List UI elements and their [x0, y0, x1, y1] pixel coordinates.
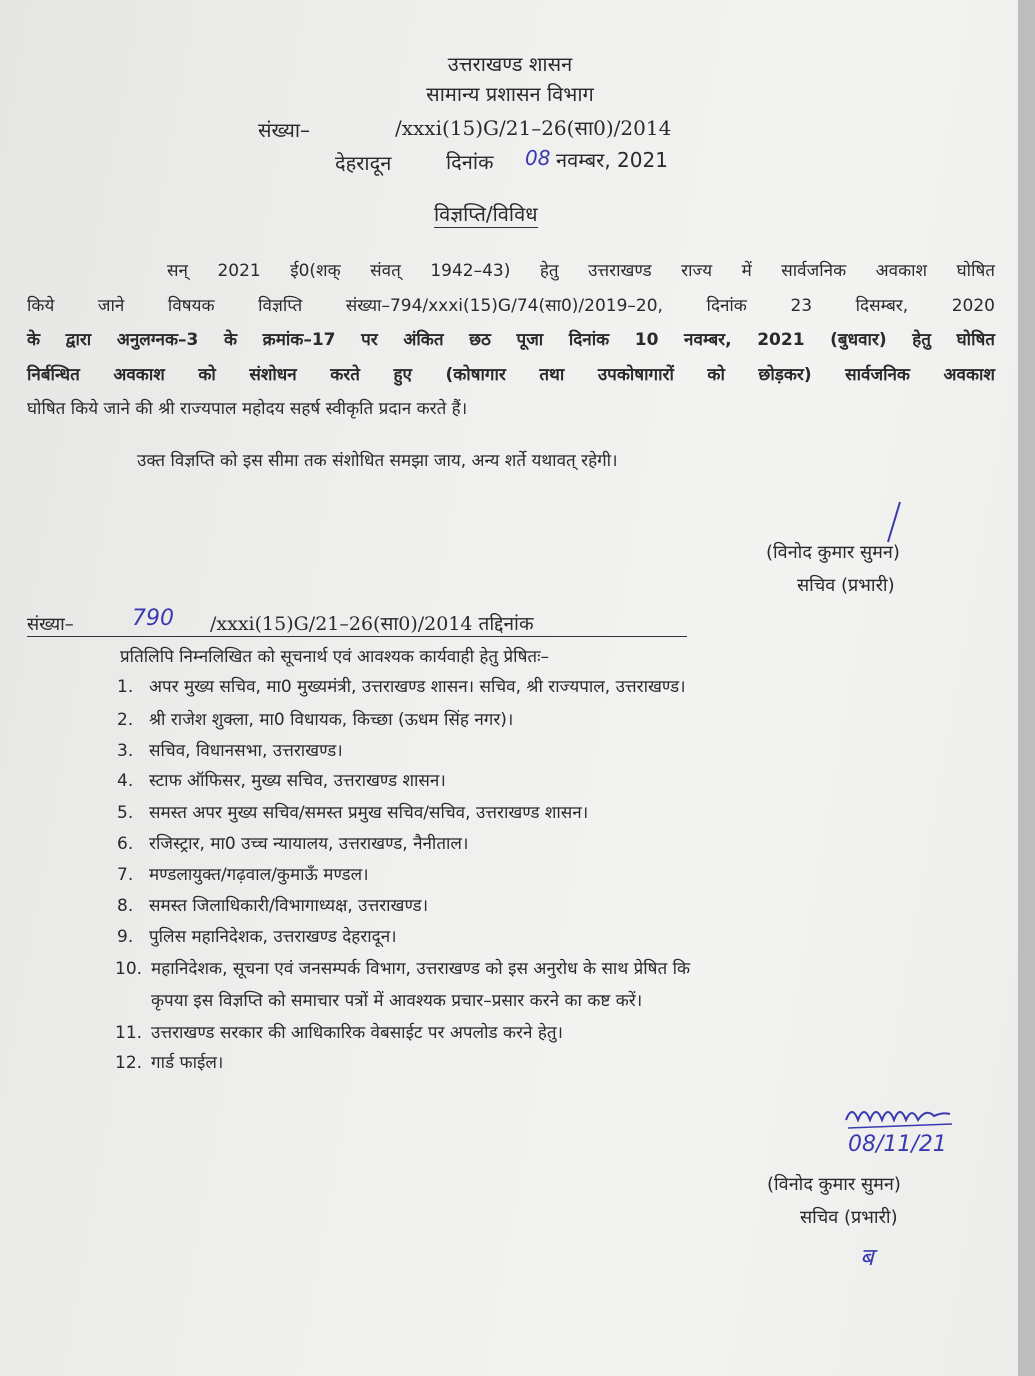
list-item: 3. सचिव, विधानसभा, उत्तराखण्ड। — [117, 741, 343, 761]
body-line: सन् 2021 ई0(शक् संवत् 1942–43) हेतु उत्तराखण्ड राज्य में सार्वजनिक अवकाश घोषित — [167, 261, 995, 281]
list-item: 12. गार्ड फाईल। — [115, 1053, 224, 1073]
list-item: 1. अपर मुख्य सचिव, मा0 मुख्यमंत्री, उत्तराखण्ड शासन। सचिव, श्री राज्यपाल, उत्तराखण्ड। — [117, 677, 686, 697]
body-line: घोषित किये जाने की श्री राज्यपाल महोदय सहर्ष स्वीकृति प्रदान करते हैं। — [27, 399, 468, 419]
body-line: के द्वारा अनुलग्नक–3 के क्रमांक–17 पर अंकित छठ पूजा दिनांक 10 नवम्बर, 2021 (बुधवार) हेतु घोषित — [27, 330, 995, 350]
header-place: देहरादून — [335, 151, 392, 175]
header-government: उत्तराखण्ड शासन — [447, 52, 573, 76]
subject-heading: विज्ञप्ति/विविध — [434, 202, 538, 226]
list-item: 11. उत्तराखण्ड सरकार की आधिकारिक वेबसाईट पर अपलोड करने हेतु। — [115, 1023, 563, 1043]
body-line: किये जाने विषयक विज्ञप्ति संख्या–794/xxxi(15)G/74(सा0)/2019–20, दिनांक 23 दिसम्बर, 2020 — [27, 295, 995, 316]
body-paragraph-1 — [27, 254, 995, 427]
list-item: 9. पुलिस महानिदेशक, उत्तराखण्ड देहरादून। — [117, 927, 397, 947]
copy-number-value: /xxxi(15)G/21–26(सा0)/2014 तद्दिनांक — [210, 613, 534, 635]
list-item: 7. मण्डलायुक्त/गढ़वाल/कुमाऊँ मण्डल। — [117, 865, 369, 885]
copy-number-handwritten: 790 — [132, 606, 174, 631]
header-number-value: /xxxi(15)G/21–26(सा0)/2014 — [395, 116, 672, 140]
header-date-label: दिनांक — [446, 150, 494, 174]
header-date-rest: नवम्बर, 2021 — [556, 148, 668, 172]
list-item: 8. समस्त जिलाधिकारी/विभागाध्यक्ष, उत्तराखण्ड। — [117, 896, 429, 916]
signature1-name: (विनोद कुमार सुमन) — [766, 542, 900, 563]
list-item: 6. रजिस्ट्रार, मा0 उच्च न्यायालय, उत्तराखण्ड, नैनीताल। — [117, 834, 469, 854]
header-number-label: संख्या– — [258, 118, 310, 142]
header-date-handwritten: 08 — [525, 146, 551, 170]
page-edge — [1018, 0, 1035, 1376]
signature2-date-handwritten: 08/11/21 — [848, 1132, 947, 1157]
signature2-name: (विनोद कुमार सुमन) — [767, 1174, 901, 1195]
copy-intro: प्रतिलिपि निम्नलिखित को सूचनार्थ एवं आवश्यक कार्यवाही हेतु प्रेषितः– — [120, 647, 550, 667]
signature2-initial-handwritten: ब — [860, 1243, 874, 1271]
body-paragraph-2: उक्त विज्ञप्ति को इस सीमा तक संशोधित समझा जाय, अन्य शर्ते यथावत् रहेगी। — [137, 451, 618, 471]
signature-scribble — [842, 1098, 962, 1134]
header-department: सामान्य प्रशासन विभाग — [426, 82, 594, 106]
list-item-continuation: कृपया इस विज्ञप्ति को समाचार पत्रों में आवश्यक प्रचार–प्रसार करने का कष्ट करें। — [151, 991, 643, 1011]
body-line: निर्बन्धित अवकाश को संशोधन करते हुए (कोषागार तथा उपकोषागारों को छोड़कर) सार्वजनिक अवकाश — [27, 364, 995, 385]
list-item: 5. समस्त अपर मुख्य सचिव/समस्त प्रमुख सचिव/सचिव, उत्तराखण्ड शासन। — [117, 803, 589, 823]
copy-number-label: संख्या– — [27, 614, 74, 635]
list-item: 4. स्टाफ ऑफिसर, मुख्य सचिव, उत्तराखण्ड शासन। — [117, 771, 446, 791]
signature2-designation: सचिव (प्रभारी) — [800, 1207, 898, 1228]
list-item: 10. महानिदेशक, सूचना एवं जनसम्पर्क विभाग, उत्तराखण्ड को इस अनुरोध के साथ प्रेषित कि — [115, 959, 691, 979]
signature1-designation: सचिव (प्रभारी) — [797, 575, 895, 596]
copy-number-underline — [27, 636, 687, 637]
list-item: 2. श्री राजेश शुक्ला, मा0 विधायक, किच्छा (ऊधम सिंह नगर)। — [117, 710, 514, 730]
